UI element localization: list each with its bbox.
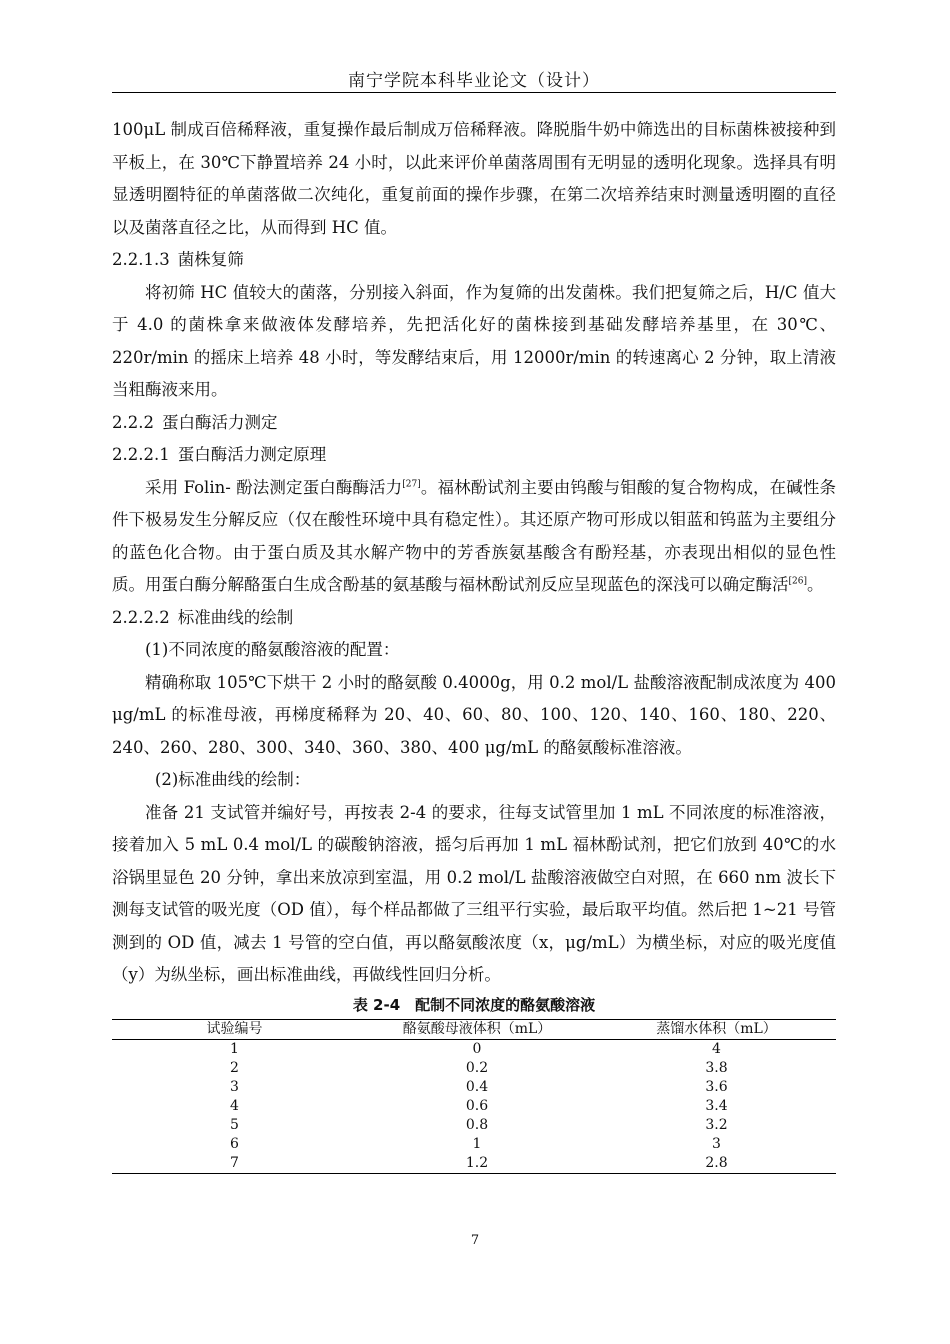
table-cell: 4 (230, 1097, 239, 1114)
heading-text: 蛋白酶活力测定原理 (177, 445, 327, 464)
heading-text: 标准曲线的绘制 (177, 607, 294, 627)
heading-number: 2.2.2.2 (112, 607, 170, 627)
table-row (112, 1059, 836, 1078)
table-cell: 1 (230, 1040, 239, 1057)
principle-text-b: 。福林酚试剂主要由钨酸与钼酸的复合物构成，在碱性条件下极易发生分解反应（仅在酸性环境中具有稳定性）。其还原产物可形成以钼蓝和钨蓝为主要组分的蓝色化合物。由于蛋白质及其水解产物中的芳香族氨基酸含有酚羟基，亦表现出相似的显色性质。用蛋白酶分解酪蛋白生成含酚基的氨基酸与福林酚试剂反应呈现蓝色的深浅可以确定酶活 (112, 477, 836, 594)
table-cell: 2.8 (597, 1154, 836, 1174)
citation-26: [26] (788, 576, 807, 587)
heading-number: 2.2.2 (112, 412, 154, 432)
table-cell: 1.2 (357, 1154, 597, 1174)
table-cell: 0.6 (465, 1097, 489, 1114)
table-header-row (112, 1019, 836, 1039)
citation-27: [27] (402, 479, 421, 489)
table-cell: 3.6 (705, 1078, 728, 1095)
table-cell: 0.2 (465, 1059, 489, 1076)
heading-number: 2.2.1.3 (112, 250, 170, 269)
column-header-water-volume: 蒸馏水体积（mL） (597, 1019, 836, 1039)
paragraph-dilution: 100μL 制成百倍稀释液，重复操作最后制成万倍稀释液。降脱脂牛奶中筛选出的目标菌株被接种到平板上，在 30℃下静置培养 24 小时，以此来评价单菌落周围有无明显的透明化现象。选择具有明显透明圈特征的单菌落做二次纯化，重复前面的操作步骤，在第二次培养结束时测量透明圈的直径以及菌落直径之比，从而得到 HC 值。 (112, 120, 836, 237)
table-cell: 3.4 (705, 1097, 728, 1114)
table-row (112, 1097, 836, 1116)
table-cell: 4 (712, 1040, 721, 1057)
paragraph-curve-method: 准备 21 支试管并编好号，再按表 2-4 的要求，往每支试管里加 1 mL 不同浓度的标准溶液，接着加入 5 mL 0.4 mol/L 的碳酸钠溶液，摇匀后再加 1 mL 福林酚试剂，把它们放到 40℃的水浴锅里显色 20 分钟，拿出来放凉到室温，用 0.2 mol/L 盐酸溶液做空白对照，在 660 nm 波长下测每支试管的吸光度（OD 值），每个样品都做了三组平行实验，最后取平均值。然后把 1~21 号管测到的 OD 值，减去 1 号管的空白值，再以酪氨酸浓度（x，μg/mL）为横坐标，对应的吸光度值（y）为纵坐标，画出标准曲线，再做线性回归分析。 (112, 802, 836, 984)
paragraph-rescreen: 将初筛 HC 值较大的菌落，分别接入斜面，作为复筛的出发菌株。我们把复筛之后，H/C 值大于 4.0 的菌株拿来做液体发酵培养，先把活化好的菌株接到基础发酵培养基里，在 30℃、220r/min 的摇床上培养 48 小时，等发酵结束后，用 12000r/min 的转速离心 2 分钟，取上清液当粗酶液来用。 (112, 282, 836, 399)
table-cell: 1 (472, 1135, 482, 1152)
heading-2-2-2 (112, 407, 836, 440)
tyrosine-dilution-table (112, 1019, 836, 1174)
heading-text: 蛋白酶活力测定 (161, 412, 278, 432)
principle-text-c: 。 (806, 575, 824, 594)
page-number: 7 (470, 1233, 480, 1248)
table-cell: 3 (230, 1078, 239, 1095)
principle-text-a: 采用 Folin- 酚法测定蛋白酶酶活力 (145, 477, 403, 497)
header-rule (112, 92, 836, 93)
heading-2-2-1-3 (112, 244, 836, 277)
table-row (112, 1154, 836, 1174)
table-row (112, 1116, 836, 1135)
table-cell: 7 (112, 1154, 357, 1174)
table-caption: 表 2-4 配制不同浓度的酪氨酸溶液 (352, 995, 596, 1014)
table-row (112, 1039, 836, 1059)
paragraph-curve-title: (2)标准曲线的绘制： (154, 770, 311, 789)
table-cell: 3.2 (705, 1116, 728, 1133)
table-row (112, 1078, 836, 1097)
column-header-trial-no: 试验编号 (112, 1019, 357, 1039)
table-cell: 3 (712, 1135, 721, 1152)
table-cell: 6 (230, 1135, 239, 1152)
page-header-title: 南宁学院本科毕业论文（设计） (348, 71, 600, 91)
paragraph-solution-config: 精确称取 105℃下烘干 2 小时的酪氨酸 0.4000g，用 0.2 mol/L 盐酸溶液配制成浓度为 400 μg/mL 的标准母液，再梯度稀释为 20、40、60、80、100、120、140、160、180、220、240、260、280、300、340、360、380、400 μg/mL 的酪氨酸标准溶液。 (112, 672, 836, 757)
heading-number: 2.2.2.1 (112, 445, 170, 464)
table-cell: 0 (472, 1040, 482, 1057)
heading-2-2-2-2 (112, 602, 836, 635)
table-cell: 0.4 (465, 1078, 489, 1095)
table-cell: 3.8 (705, 1059, 728, 1076)
table-cell: 0.8 (465, 1116, 489, 1133)
table-cell: 5 (230, 1116, 239, 1133)
paragraph-principle (112, 472, 836, 602)
table-cell: 2 (230, 1059, 239, 1076)
table-row (112, 1135, 836, 1154)
paragraph-solution-config-title: (1)不同浓度的酪氨酸溶液的配置： (145, 640, 400, 659)
heading-2-2-2-1 (112, 439, 836, 472)
page-body (112, 114, 836, 1174)
heading-text: 菌株复筛 (177, 250, 244, 269)
column-header-stock-volume: 酪氨酸母液体积（mL） (357, 1019, 597, 1039)
